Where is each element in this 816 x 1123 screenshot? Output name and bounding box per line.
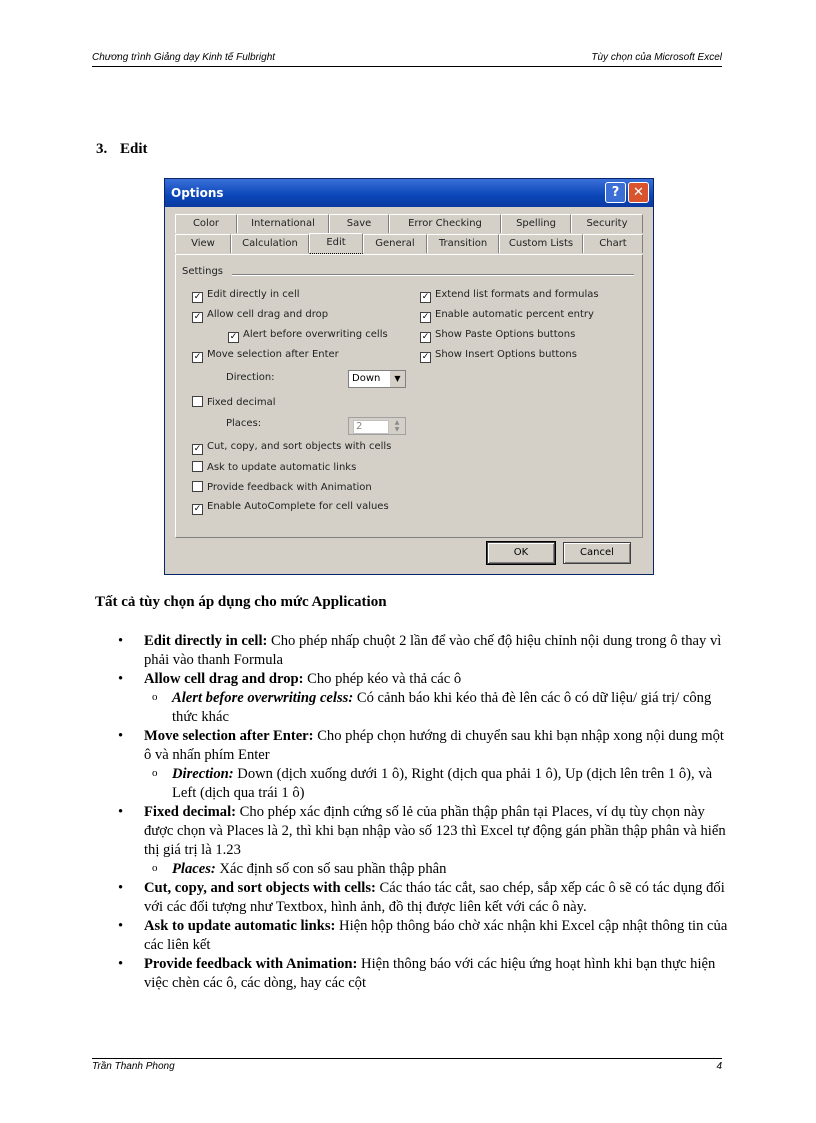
places-label: Places:	[226, 418, 262, 429]
bullet-icon: •	[118, 918, 124, 934]
settings-group-line	[232, 274, 634, 276]
bullet-text: Hiện thông báo với các hiệu ứng hoạt hình khi bạn thực hiện việc chèn các ô, các dòng, hay các cột	[144, 956, 716, 991]
checkbox-fixed-decimal[interactable]	[192, 396, 203, 407]
dialog-title: Options	[171, 186, 224, 200]
places-value: 2	[353, 420, 389, 434]
page-header	[92, 52, 722, 67]
settings-group-label: Settings	[182, 266, 224, 277]
bullet-text: Cho phép nhấp chuột 2 lần để vào chế độ hiệu chỉnh nội dung trong ô thay vì phải vào thanh Formula	[144, 633, 722, 668]
tab-security[interactable]: Security	[571, 214, 643, 233]
list-item	[118, 670, 728, 689]
spin-down-icon[interactable]: ▼	[394, 426, 400, 433]
option-ask-update-links[interactable]	[192, 461, 356, 473]
header-left: Chương trình Giảng dạy Kinh tế Fulbright	[92, 52, 276, 63]
tab-row-2	[175, 234, 643, 254]
tab-edit[interactable]: Edit	[309, 233, 363, 254]
section-number: 3.	[96, 141, 108, 157]
checkbox-autocomplete[interactable]: ✓	[193, 504, 202, 514]
page-footer	[92, 1058, 722, 1075]
option-label: Enable AutoComplete for cell values	[207, 501, 389, 512]
direction-select[interactable]	[348, 370, 406, 388]
option-cut-copy-sort[interactable]	[192, 441, 391, 455]
tab-spelling[interactable]: Spelling	[501, 214, 571, 233]
tab-custom-lists[interactable]: Custom Lists	[499, 234, 583, 253]
circle-bullet-icon: o	[152, 862, 158, 874]
bullet-icon: •	[118, 956, 124, 972]
bullet-text: Cho phép xác định cứng số lẻ của phần thập phân tại Places, ví dụ tùy chọn này được chọn và Places là 2, thì khi bạn nhập vào số 123 thì Excel tự động gán phần thập phân và hiển thị giá trị là 1.23	[144, 804, 726, 858]
sub-list-item	[118, 860, 728, 879]
help-button[interactable]: ?	[605, 182, 626, 203]
tab-chart[interactable]: Chart	[583, 234, 643, 253]
option-label: Allow cell drag and drop	[207, 309, 329, 320]
tab-color[interactable]: Color	[175, 214, 237, 233]
tab-save[interactable]: Save	[329, 214, 389, 233]
checkbox-auto-percent[interactable]: ✓	[421, 312, 430, 322]
cancel-button[interactable]: Cancel	[563, 542, 631, 564]
bullet-term: Move selection after Enter:	[144, 728, 314, 744]
list-item	[118, 879, 728, 917]
bullet-text: Down (dịch xuống dưới 1 ô), Right (dịch qua phải 1 ô), Up (dịch lên trên 1 ô), và Left (dịch qua trái 1 ô)	[172, 766, 713, 801]
bullet-term: Allow cell drag and drop:	[144, 671, 304, 687]
checkbox-cut-copy-sort[interactable]: ✓	[193, 444, 202, 454]
list-item	[118, 955, 728, 993]
tab-calculation[interactable]: Calculation	[231, 234, 309, 253]
option-label: Cut, copy, and sort objects with cells	[207, 441, 392, 452]
option-extend-list[interactable]	[420, 289, 599, 303]
option-label: Ask to update automatic links	[207, 462, 357, 473]
bullet-term: Places:	[172, 861, 216, 877]
bullet-icon: •	[118, 728, 124, 744]
tab-transition[interactable]: Transition	[427, 234, 499, 253]
checkbox-feedback-animation[interactable]	[192, 481, 203, 492]
dialog-titlebar	[165, 179, 653, 207]
list-item	[118, 917, 728, 955]
checkbox-ask-update-links[interactable]	[192, 461, 203, 472]
chevron-down-icon[interactable]: ▼	[389, 371, 405, 387]
bullet-text: Xác định số con số sau phần thập phân	[219, 861, 447, 877]
list-item	[118, 803, 728, 860]
option-label: Move selection after Enter	[207, 349, 339, 360]
bullet-term: Fixed decimal:	[144, 804, 237, 820]
option-paste-options[interactable]	[420, 329, 575, 343]
bullet-icon: •	[118, 671, 124, 687]
section-title: Edit	[120, 141, 148, 157]
bullet-term: Direction:	[172, 766, 234, 782]
direction-label: Direction:	[226, 372, 275, 383]
circle-bullet-icon: o	[152, 767, 158, 779]
option-label: Extend list formats and formulas	[435, 289, 599, 300]
bullet-icon: •	[118, 804, 124, 820]
option-label: Enable automatic percent entry	[435, 309, 594, 320]
bullet-text: Cho phép chọn hướng di chuyển sau khi bạn nhập xong nội dung một ô và nhấn phím Enter	[144, 728, 724, 763]
option-drag-drop[interactable]	[192, 309, 328, 323]
tab-international[interactable]: International	[237, 214, 329, 233]
options-dialog	[164, 178, 654, 575]
option-label: Fixed decimal	[207, 397, 276, 408]
option-label: Provide feedback with Animation	[207, 482, 372, 493]
tab-error-checking[interactable]: Error Checking	[389, 214, 501, 233]
close-button[interactable]: ✕	[628, 182, 649, 203]
option-move-selection[interactable]	[192, 349, 339, 363]
direction-value: Down	[352, 373, 381, 384]
option-autocomplete[interactable]	[192, 501, 389, 515]
list-item	[118, 727, 728, 765]
checkbox-alert-overwrite[interactable]: ✓	[229, 332, 238, 342]
tab-general[interactable]: General	[363, 234, 427, 253]
ok-button[interactable]: OK	[487, 542, 555, 564]
bullet-term: Ask to update automatic links:	[144, 918, 336, 934]
list-item	[118, 632, 728, 670]
bullet-list	[118, 632, 728, 993]
option-auto-percent[interactable]	[420, 309, 594, 323]
header-right: Tùy chọn của Microsoft Excel	[591, 52, 722, 63]
footer-author: Trần Thanh Phong	[92, 1061, 175, 1072]
sub-list-item	[118, 765, 728, 803]
page-number: 4	[716, 1061, 722, 1072]
places-spinner[interactable]	[348, 417, 406, 435]
checkbox-paste-options[interactable]: ✓	[421, 332, 430, 342]
option-label: Show Insert Options buttons	[435, 349, 577, 360]
option-fixed-decimal[interactable]	[192, 396, 276, 408]
checkbox-move-selection[interactable]: ✓	[193, 352, 202, 362]
sub-list-item	[118, 689, 728, 727]
checkbox-edit-directly[interactable]: ✓	[193, 292, 202, 302]
bullet-term: Cut, copy, and sort objects with cells:	[144, 880, 376, 896]
checkbox-insert-options[interactable]: ✓	[421, 352, 430, 362]
bullet-text: Hiện hộp thông báo chờ xác nhận khi Excel cập nhật thông tin của các liên kết	[144, 918, 728, 953]
bullet-icon: •	[118, 633, 124, 649]
tab-view[interactable]: View	[175, 234, 231, 253]
circle-bullet-icon: o	[152, 691, 158, 703]
checkbox-extend-list[interactable]: ✓	[421, 292, 430, 302]
option-label: Edit directly in cell	[207, 289, 300, 300]
bullet-term: Edit directly in cell:	[144, 633, 268, 649]
option-alert-overwrite[interactable]	[228, 329, 388, 343]
bullet-term: Provide feedback with Animation:	[144, 956, 358, 972]
intro-heading: Tất cả tùy chọn áp dụng cho mức Application	[95, 594, 387, 610]
checkbox-drag-drop[interactable]: ✓	[193, 312, 202, 322]
option-edit-directly[interactable]	[192, 289, 300, 303]
settings-panel	[175, 254, 643, 538]
bullet-text: Cho phép kéo và thả các ô	[307, 671, 462, 687]
bullet-text: Có cảnh báo khi kéo thả đè lên các ô có dữ liệu/ giá trị/ công thức khác	[172, 690, 712, 725]
spin-up-icon[interactable]: ▲	[394, 419, 400, 426]
section-heading	[96, 141, 148, 158]
option-insert-options[interactable]	[420, 349, 577, 363]
bullet-icon: •	[118, 880, 124, 896]
bullet-text: Các tháo tác cắt, sao chép, sắp xếp các ô sẽ có tác dụng đối với các đối tượng như Textbox, hình ảnh, đồ thị được liên kết với các ô này.	[144, 880, 725, 915]
option-feedback-animation[interactable]	[192, 481, 372, 493]
bullet-term: Alert before overwriting celss:	[172, 690, 354, 706]
option-label: Alert before overwriting cells	[243, 329, 388, 340]
tab-row-1	[175, 214, 643, 234]
option-label: Show Paste Options buttons	[435, 329, 576, 340]
